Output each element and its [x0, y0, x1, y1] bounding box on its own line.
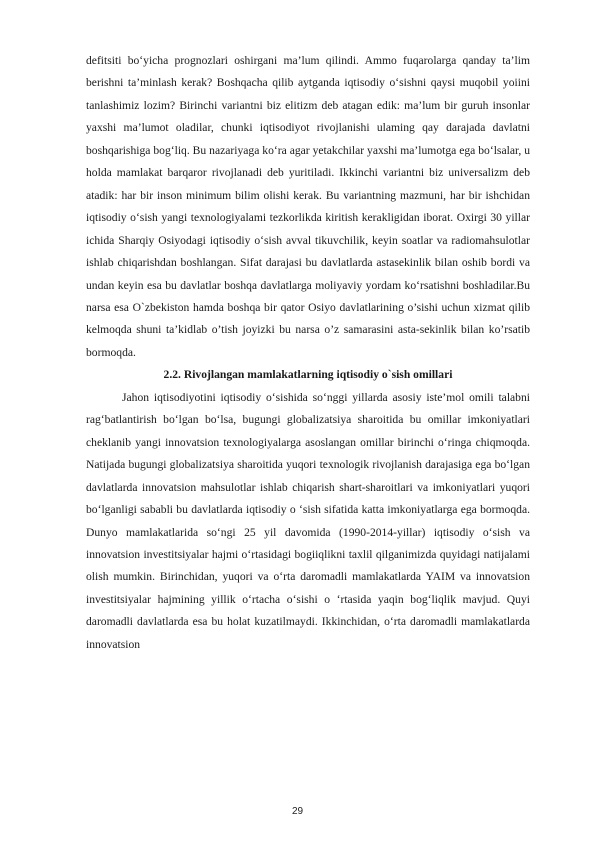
document-page [86, 50, 530, 656]
section-heading: 2.2. Rivojlangan mamlakatlarning iqtisodiy o`sish omillari [163, 368, 453, 382]
page-number: 29 [291, 806, 304, 817]
body-paragraph-1: defitsiti bo‘yicha prognozlari oshirgani ma’lum qilindi. Ammo fuqarolarga qanday ta’lim berishni ta’minlash kerak? Boshqacha qilib aytganda iqtisodiy o‘sishni qaysi muqobil yoiini tanlashimiz lozim? Birinchi variantni biz elitizm deb atagan edik: ma’lum bir guruh insonlar yaxshi ma’lumot oladilar, chunki iqtisodiyot rivojlanishi ulaming qay darajada davlatni boshqarishiga bog‘liq. Bu nazariyaga ko‘ra agar yetakchilar yaxshi ma’lumotga ega bo‘lsalar, u holda mamlakat barqaror rivojlanadi deb yuritiladi. Ikkinchi variantni biz universalizm deb atadik: har bir inson minimum bilim olishi kerak. Bu variantning mazmuni, har bir ishchidan iqtisodiy o‘sish yangi texnologiyalami tezkorlikda kiritish kerakligidan iborat. Oxirgi 30 yillar ichida Sharqiy Osiyodagi iqtisodiy o‘sish avval tikuvchilik, keyin soatlar va radiomahsulotlar ishlab chiqarishdan boshlangan. Sifat darajasi bu davlatlarda astasekinlik bilan oshib bordi va undan keyin esa bu davlatlar boshqa davlatlarga moliyaviy yordam ko‘rsatishni boshladilar.Bu narsa esa O`zbekiston hamda boshqa bir qator Osiyo davlatlarining o’sishi uchun xizmat qilib kelmoqda shuni ta’kidlab o’tish joyizki bu narsa o’z samarasini asta-sekinlik bilan ko’rsatib bormoqda. [86, 54, 530, 359]
body-paragraph-2: Jahon iqtisodiyotini iqtisodiy o‘sishida so‘nggi yillarda asosiy iste’mol omili talabni rag‘batlantirish bo‘lgan bo‘lsa, bugungi globalizatsiya sharoitida bu omillar imkoniyatlari cheklanib yangi innovatsion texnologiyalarga asoslangan omillar birinchi o‘ringa chiqmoqda. Natijada bugungi globalizatsiya sharoitida yuqori texnologik rivojlanish darajasiga ega bo‘lgan davlatlarda innovatsion mahsulotlar ishlab chiqarish shart-sharoitlari va imkoniyatlari yuqori bo‘lganligi sababli bu davlatlarda iqtisodiy o ‘sish sifatida katta imkoniyatlarga ega bormoqda. Dunyo mamlakatlarida so‘ngi 25 yil davomida (1990-2014-yillar) iqtisodiy o‘sish va innovatsion investitsiyalar hajmi o‘rtasidagi bogiiqlikni taxlil qilganimizda quyidagi natijalami olish mumkin. Birinchidan, yuqori va o‘rta daromadli mamlakatlarda YAIM va innovatsion investitsiyalar hajmining yillik o‘rtacha o‘sishi o ‘rtasida yaqin bog‘liqlik mavjud. Quyi daromadli davlatlarda esa bu holat kuzatilmaydi. Ikkinchidan, o‘rta daromadli mamlakatlarda innovatsion [86, 390, 530, 651]
